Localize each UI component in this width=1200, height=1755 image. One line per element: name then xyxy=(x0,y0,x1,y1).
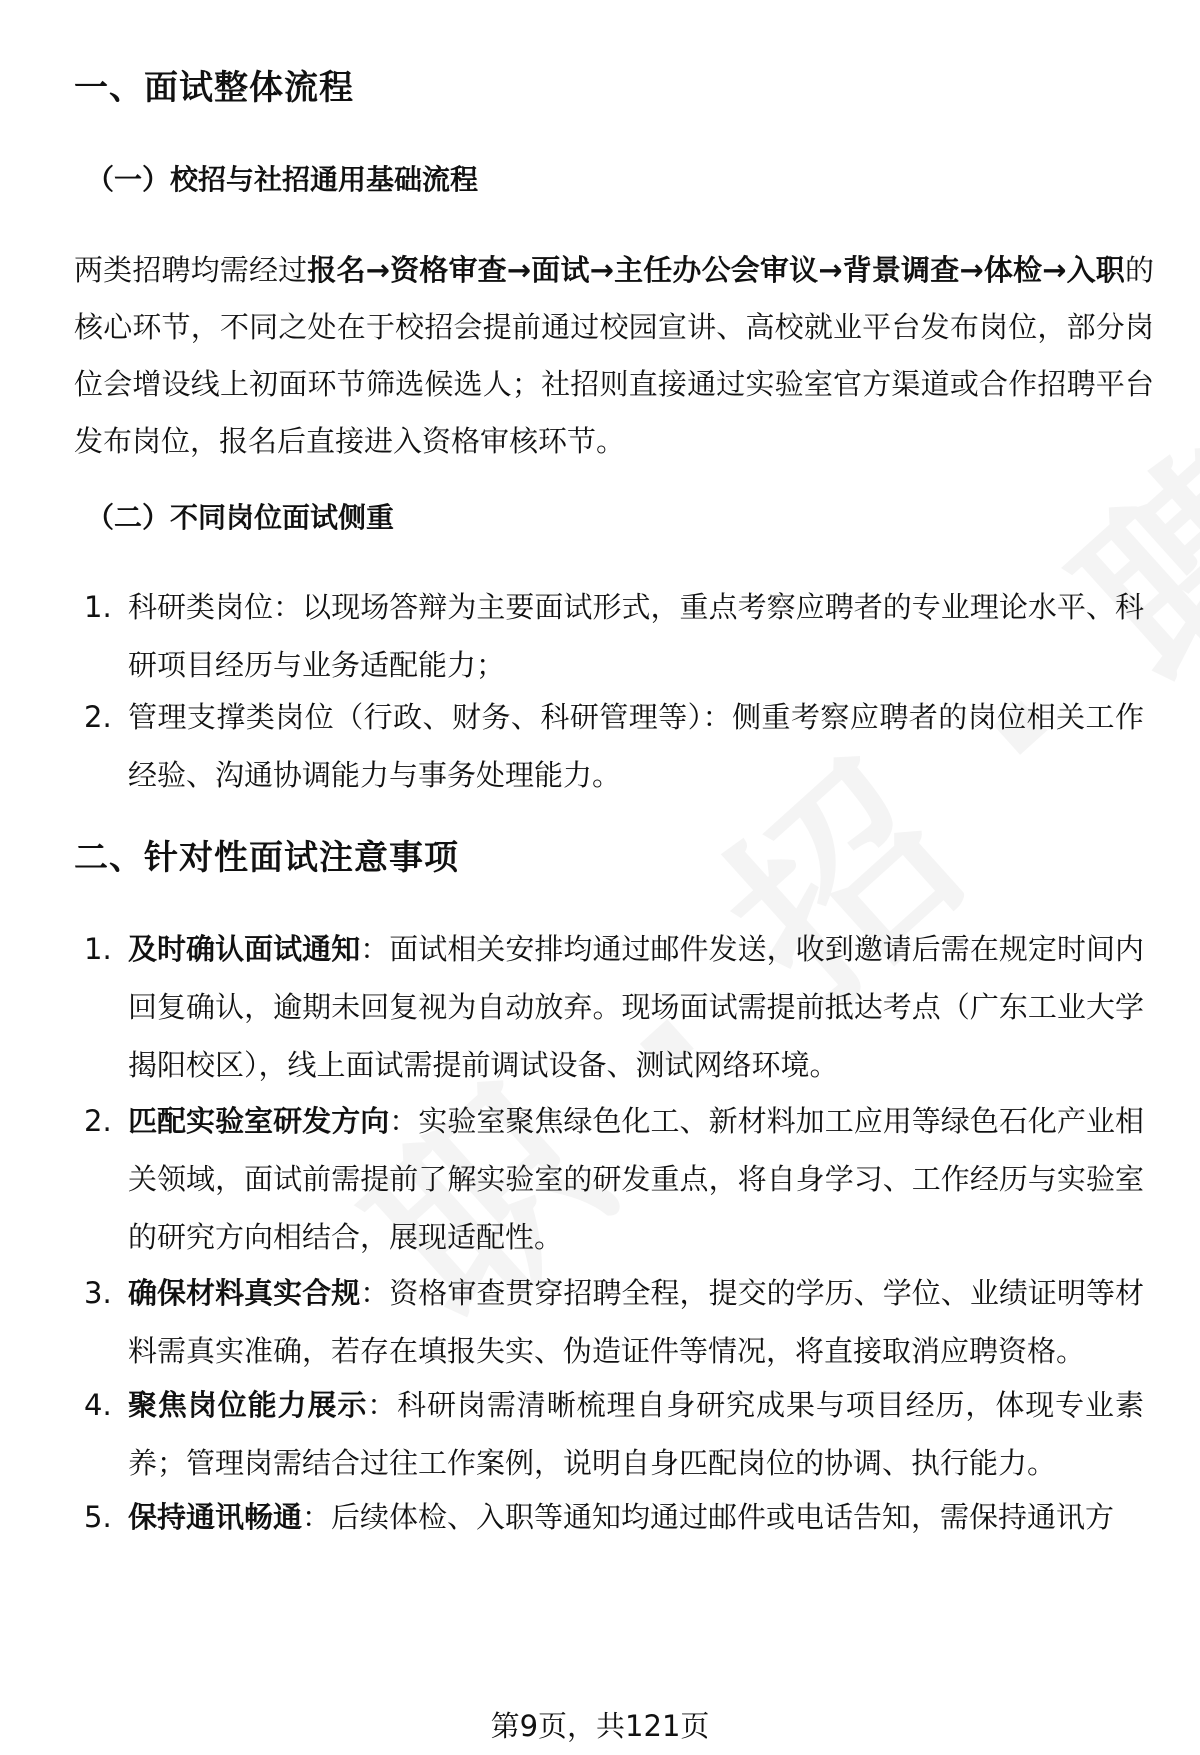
paragraph-text-pre: 两类招聘均需经过 xyxy=(74,253,308,287)
page-number: 第9页，共121页 xyxy=(490,1709,710,1743)
list-item-text: 管理支撑类岗位（行政、财务、科研管理等）：侧重考察应聘者的岗位相关工作经验、沟通协调能力与事务处理能力。 xyxy=(128,700,1144,792)
list-item-heading: 聚焦岗位能力展示 xyxy=(128,1388,368,1422)
section-2-title: 二、针对性面试注意事项 xyxy=(74,838,459,878)
list-item xyxy=(84,1264,1144,1380)
list-item xyxy=(84,1376,1144,1492)
list-item xyxy=(84,688,1144,804)
section-1-title: 一、面试整体流程 xyxy=(74,68,354,108)
list-item-heading: 确保材料真实合规 xyxy=(128,1276,361,1310)
list-item-text xyxy=(128,1488,1144,1546)
list-item-number: 5. xyxy=(84,1500,112,1534)
list-item-text xyxy=(128,1376,1144,1492)
list-item-heading: 匹配实验室研发方向 xyxy=(128,1104,390,1138)
subsection-1-paragraph xyxy=(74,242,1154,470)
list-item xyxy=(84,1092,1144,1266)
subsection-2-title: （二）不同岗位面试侧重 xyxy=(86,501,395,534)
list-item-body: ：科研岗需清晰梳理自身研究成果与项目经历，体现专业素养；管理岗需结合过往工作案例，说明自身匹配岗位的协调、执行能力。 xyxy=(128,1388,1144,1480)
list-item-number: 3. xyxy=(84,1276,112,1310)
list-item-number: 2. xyxy=(84,700,112,734)
subsection-1-title: （一）校招与社招通用基础流程 xyxy=(86,163,479,196)
list-item-body: ：资格审查贯穿招聘全程，提交的学历、学位、业绩证明等材料需真实准确，若存在填报失实、伪造证件等情况，将直接取消应聘资格。 xyxy=(128,1276,1144,1368)
list-item-number: 2. xyxy=(84,1104,112,1138)
list-item-heading: 及时确认面试通知 xyxy=(128,932,361,966)
list-item-number: 1. xyxy=(84,590,112,624)
list-item-text xyxy=(128,920,1144,1094)
list-item-body: ：后续体检、入职等通知均通过邮件或电话告知，需保持通讯方 xyxy=(302,1500,1115,1534)
list-item-body: ：实验室聚焦绿色化工、新材料加工应用等绿色石化产业相关领域，面试前需提前了解实验室的研发重点，将自身学习、工作经历与实验室的研究方向相结合，展现适配性。 xyxy=(128,1104,1144,1254)
list-item-heading: 保持通讯畅通 xyxy=(128,1500,303,1534)
list-item-text: 科研类岗位：以现场答辩为主要面试形式，重点考察应聘者的专业理论水平、科研项目经历与业务适配能力； xyxy=(128,590,1144,682)
list-item xyxy=(84,1488,1144,1546)
list-item-text xyxy=(128,1092,1144,1266)
process-flow-text: 报名→资格审查→面试→主任办公会审议→背景调查→体检→入职 xyxy=(307,253,1125,287)
list-item xyxy=(84,578,1144,694)
list-item xyxy=(84,920,1144,1094)
list-item-text xyxy=(128,1264,1144,1380)
paragraph-text-post: 的核心环节，不同之处在于校招会提前通过校园宣讲、高校就业平台发布岗位，部分岗位会增设线上初面环节筛选候选人；社招则直接通过实验室官方渠道或合作招聘平台发布岗位，报名后直接进入资格审核环节。 xyxy=(74,253,1154,458)
list-item-number: 4. xyxy=(84,1388,112,1422)
list-item-body: ：面试相关安排均通过邮件发送，收到邀请后需在规定时间内回复确认，逾期未回复视为自动放弃。现场面试需提前抵达考点（广东工业大学揭阳校区），线上面试需提前调试设备、测试网络环境。 xyxy=(128,932,1144,1082)
list-item-number: 1. xyxy=(84,932,112,966)
